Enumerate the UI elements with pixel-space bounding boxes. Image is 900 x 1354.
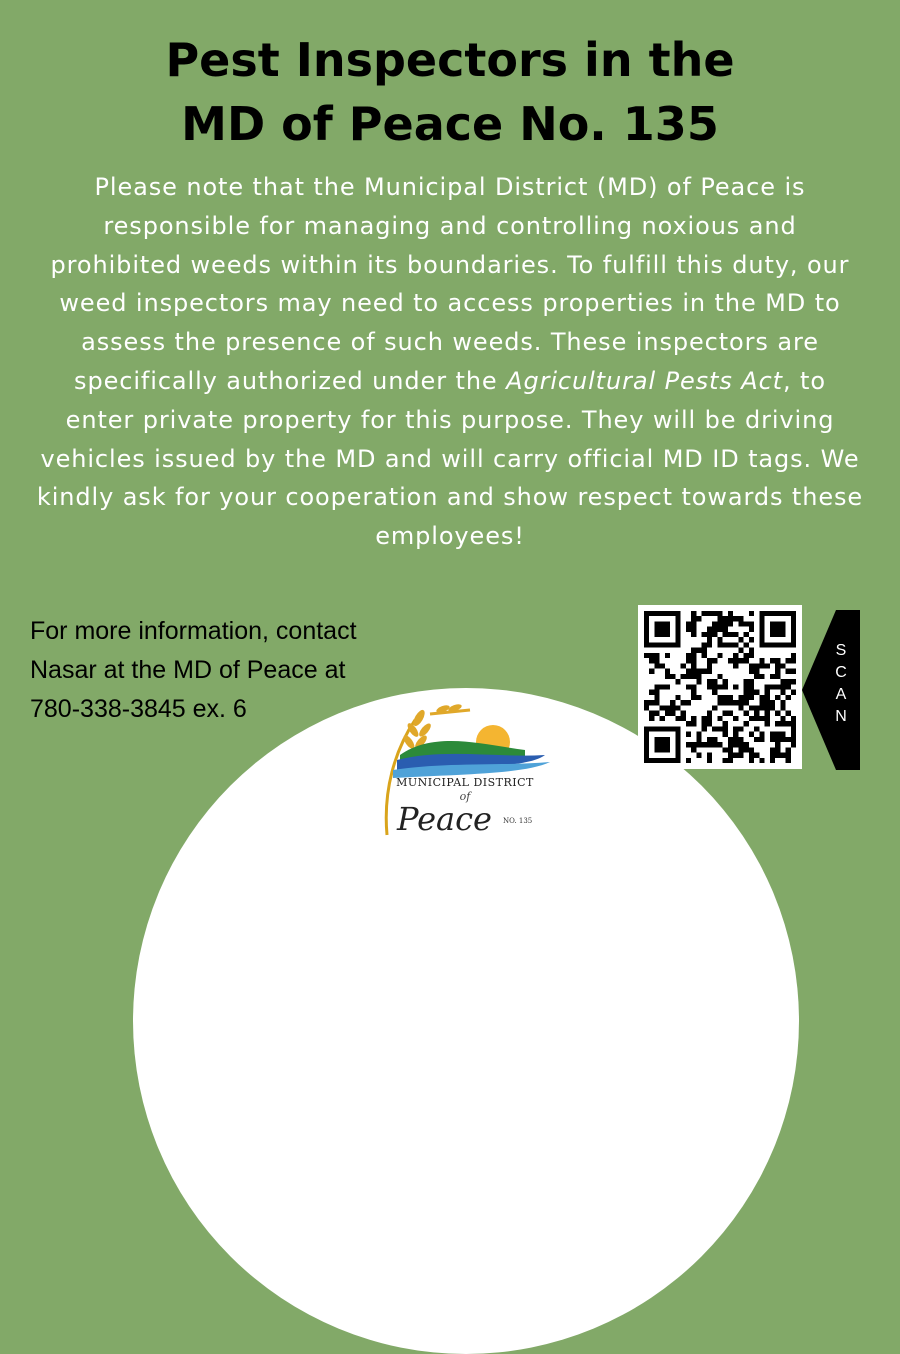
md-peace-logo: [375, 700, 555, 840]
title-line-1: Pest Inspectors in the: [165, 33, 735, 87]
scan-letter: A: [835, 686, 847, 703]
contact-line-1: For more information, contact: [30, 617, 357, 645]
notice-paragraph: [36, 168, 864, 556]
logo-peace: Peace: [397, 800, 492, 838]
notice-text-part-1: Please note that the Municipal District (MD) of Peace is responsible for managing and controlling noxious and prohibited weeds within its boundaries. To fulfill this duty, our weed inspectors may need to access properties in the MD to assess the presence of such weeds. These inspectors are specifically authorized under the: [50, 173, 850, 395]
scan-letter: C: [835, 664, 847, 681]
contact-line-2: Nasar at the MD of Peace at: [30, 656, 346, 684]
notice-text-part-2: , to enter private property for this purpose. They will be driving vehicles issued by the MD and will carry official MD ID tags. We kindly ask for your cooperation and show respect towards these employees!: [36, 366, 864, 551]
logo-of: of: [459, 790, 471, 803]
scan-letter: S: [835, 642, 847, 659]
qr-code[interactable]: [638, 605, 802, 769]
title-line-2: MD of Peace No. 135: [181, 97, 719, 151]
act-name: Agricultural Pests Act: [506, 366, 783, 395]
logo-number: NO. 135: [503, 817, 533, 825]
scan-letter: N: [835, 708, 847, 725]
page-title: [0, 28, 900, 156]
scan-label: [826, 640, 856, 728]
qr-code-icon: [644, 611, 796, 763]
logo-municipal-district: MUNICIPAL DISTRICT: [396, 776, 534, 789]
contact-phone: 780-338-3845 ex. 6: [30, 695, 247, 723]
